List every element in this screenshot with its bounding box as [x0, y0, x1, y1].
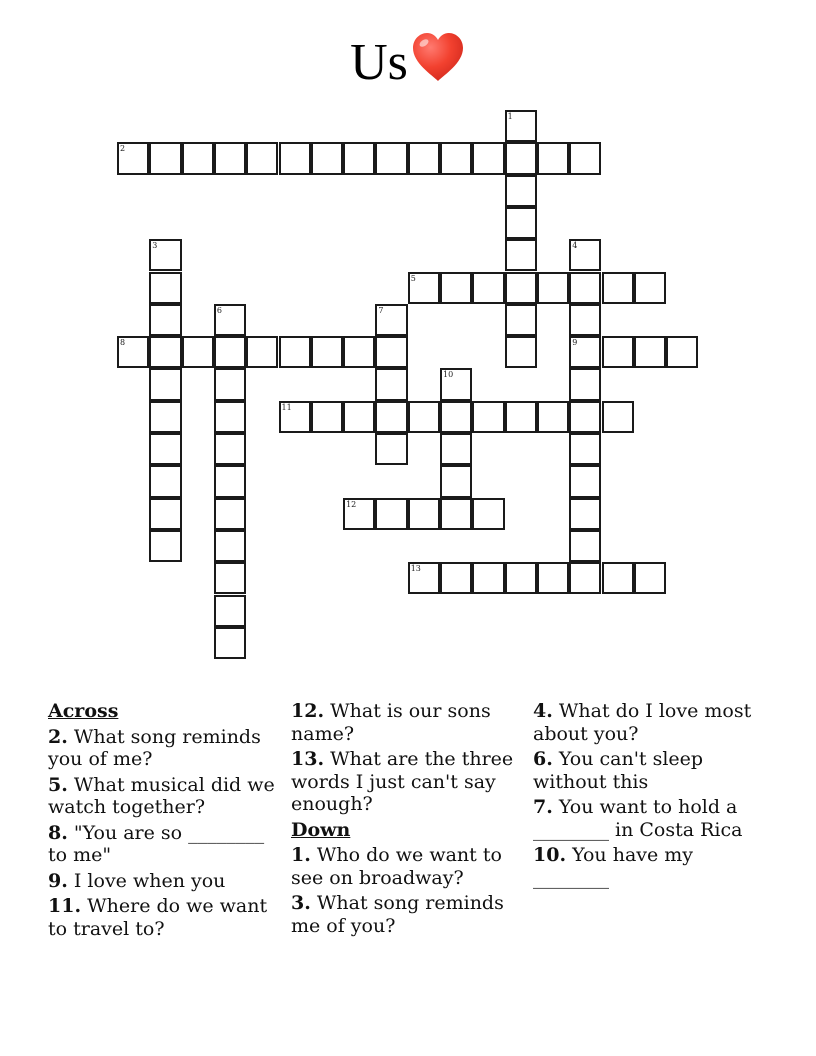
grid-cell[interactable] — [440, 142, 472, 174]
grid-cell[interactable] — [214, 336, 246, 368]
grid-cell[interactable] — [569, 239, 601, 271]
clue-number: 8 — [120, 338, 126, 348]
grid-cell[interactable] — [505, 142, 537, 174]
grid-cell[interactable] — [311, 336, 343, 368]
grid-cell[interactable] — [569, 368, 601, 400]
grid-cell[interactable] — [149, 401, 181, 433]
clue-number: 11 — [281, 402, 292, 412]
clue-across-8: 8. "You are so ________ to me" — [48, 821, 265, 866]
grid-cell[interactable] — [569, 401, 601, 433]
grid-cell[interactable] — [505, 401, 537, 433]
grid-cell[interactable] — [472, 562, 504, 594]
grid-cell[interactable] — [375, 498, 407, 530]
grid-cell[interactable] — [408, 401, 440, 433]
grid-cell[interactable] — [149, 498, 181, 530]
grid-cell[interactable] — [408, 142, 440, 174]
grid-cell[interactable] — [214, 530, 246, 562]
grid-cell[interactable] — [505, 175, 537, 207]
grid-cell[interactable] — [634, 336, 666, 368]
grid-cell[interactable] — [440, 562, 472, 594]
grid-cell[interactable] — [472, 498, 504, 530]
grid-cell[interactable] — [375, 304, 407, 336]
clue-number: 2 — [120, 144, 126, 154]
grid-cell[interactable] — [375, 368, 407, 400]
grid-cell[interactable] — [569, 562, 601, 594]
clue-number: 4 — [572, 241, 578, 251]
grid-cell[interactable] — [569, 498, 601, 530]
grid-cell[interactable] — [214, 142, 246, 174]
grid-cell[interactable] — [214, 465, 246, 497]
grid-cell[interactable] — [569, 433, 601, 465]
grid-cell[interactable] — [602, 336, 634, 368]
grid-cell[interactable] — [279, 142, 311, 174]
grid-cell[interactable] — [505, 304, 537, 336]
grid-cell[interactable] — [214, 498, 246, 530]
grid-cell[interactable] — [440, 433, 472, 465]
grid-cell[interactable] — [149, 368, 181, 400]
grid-cell[interactable] — [182, 142, 214, 174]
grid-cell[interactable] — [569, 530, 601, 562]
grid-cell[interactable] — [569, 465, 601, 497]
grid-cell[interactable] — [505, 272, 537, 304]
grid-cell[interactable] — [634, 562, 666, 594]
grid-cell[interactable] — [408, 272, 440, 304]
grid-cell[interactable] — [440, 401, 472, 433]
grid-cell[interactable] — [246, 142, 278, 174]
grid-cell[interactable] — [279, 401, 311, 433]
grid-cell[interactable] — [375, 336, 407, 368]
grid-cell[interactable] — [214, 304, 246, 336]
clue-number: 13 — [410, 564, 421, 574]
grid-cell[interactable] — [149, 304, 181, 336]
clue-down-6: 6. You can't sleep without this — [533, 748, 704, 793]
clue-number: 6 — [216, 305, 222, 315]
grid-cell[interactable] — [117, 142, 149, 174]
grid-cell[interactable] — [214, 627, 246, 659]
grid-cell[interactable] — [343, 401, 375, 433]
grid-cell[interactable] — [505, 110, 537, 142]
grid-cell[interactable] — [602, 401, 634, 433]
clue-number: 12 — [346, 499, 357, 509]
grid-cell[interactable] — [343, 142, 375, 174]
grid-cell[interactable] — [666, 336, 698, 368]
grid-cell[interactable] — [440, 465, 472, 497]
clue-across-11: 11. Where do we want to travel to? — [48, 895, 268, 940]
grid-cell[interactable] — [375, 401, 407, 433]
grid-cell[interactable] — [569, 304, 601, 336]
grid-cell[interactable] — [182, 336, 214, 368]
grid-cell[interactable] — [375, 142, 407, 174]
grid-cell[interactable] — [569, 336, 601, 368]
grid-cell[interactable] — [311, 401, 343, 433]
grid-cell[interactable] — [634, 272, 666, 304]
across-heading: Across — [48, 700, 119, 722]
title-text: Us — [350, 34, 408, 91]
clue-down-1: 1. Who do we want to see on broadway? — [291, 844, 502, 889]
grid-cell[interactable] — [343, 336, 375, 368]
grid-cell[interactable] — [537, 272, 569, 304]
clue-number: 10 — [443, 370, 454, 380]
grid-cell[interactable] — [343, 498, 375, 530]
grid-cell[interactable] — [149, 433, 181, 465]
grid-cell[interactable] — [214, 368, 246, 400]
clue-number: 5 — [410, 273, 416, 283]
grid-cell[interactable] — [472, 401, 504, 433]
grid-cell[interactable] — [569, 272, 601, 304]
grid-cell[interactable] — [117, 336, 149, 368]
clue-down-3: 3. What song reminds me of you? — [291, 892, 504, 937]
grid-cell[interactable] — [537, 562, 569, 594]
grid-cell[interactable] — [149, 239, 181, 271]
grid-cell[interactable] — [472, 272, 504, 304]
clue-down-4: 4. What do I love most about you? — [533, 700, 752, 745]
grid-cell[interactable] — [472, 142, 504, 174]
grid-cell[interactable] — [440, 272, 472, 304]
clue-number: 1 — [507, 112, 513, 121]
grid-cell[interactable] — [214, 595, 246, 627]
grid-cell[interactable] — [246, 336, 278, 368]
clue-across-5: 5. What musical did we watch together? — [48, 773, 275, 818]
grid-cell[interactable] — [505, 336, 537, 368]
grid-cell[interactable] — [440, 498, 472, 530]
clues-column-2 — [291, 700, 529, 940]
grid-cell[interactable] — [569, 142, 601, 174]
clues-column-3 — [533, 700, 773, 892]
grid-cell[interactable] — [602, 272, 634, 304]
clue-number: 9 — [572, 338, 578, 348]
grid-cell[interactable] — [505, 239, 537, 271]
grid-cell[interactable] — [214, 401, 246, 433]
clue-across-2: 2. What song reminds you of me? — [48, 725, 261, 770]
grid-cell[interactable] — [149, 465, 181, 497]
grid-cell[interactable] — [505, 562, 537, 594]
grid-cell[interactable] — [602, 562, 634, 594]
grid-cell[interactable] — [505, 207, 537, 239]
grid-cell[interactable] — [537, 142, 569, 174]
clue-number: 3 — [152, 241, 158, 251]
grid-cell[interactable] — [214, 433, 246, 465]
grid-cell[interactable] — [279, 336, 311, 368]
grid-cell[interactable] — [149, 142, 181, 174]
grid-cell[interactable] — [149, 336, 181, 368]
grid-cell[interactable] — [149, 530, 181, 562]
grid-cell[interactable] — [149, 272, 181, 304]
grid-cell[interactable] — [408, 562, 440, 594]
grid-cell[interactable] — [311, 142, 343, 174]
clue-across-12: 12. What is our sons name? — [291, 700, 491, 745]
clue-down-10: 10. You have my ________ — [533, 844, 694, 889]
grid-cell[interactable] — [375, 433, 407, 465]
grid-cell[interactable] — [440, 368, 472, 400]
clue-number: 7 — [378, 305, 384, 315]
grid-cell[interactable] — [214, 562, 246, 594]
down-heading: Down — [291, 818, 351, 841]
clues-column-1 — [48, 700, 283, 943]
grid-cell[interactable] — [537, 401, 569, 433]
clue-across-13: 13. What are the three words I just can't say enough? — [291, 748, 514, 815]
clue-across-9: 9. I love when you — [48, 869, 226, 892]
clue-down-7: 7. You want to hold a ________ in Costa Rica — [533, 796, 743, 841]
grid-cell[interactable] — [408, 498, 440, 530]
